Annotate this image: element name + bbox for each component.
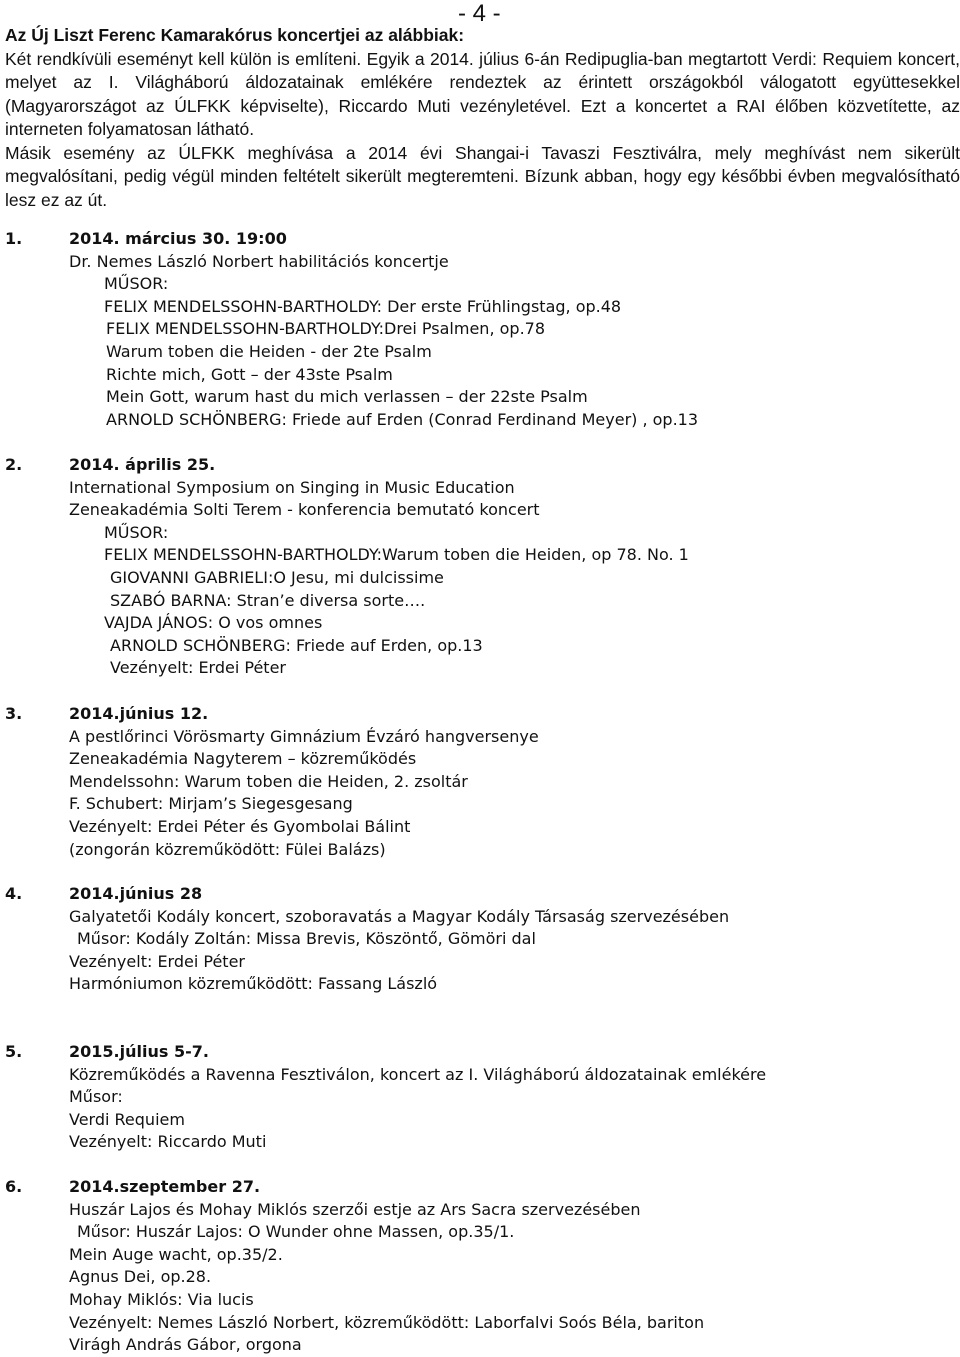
event-line: Vezényelt: Riccardo Muti [69,1132,267,1152]
event-number: 4. [5,884,23,903]
event-header [5,883,729,906]
event-header [5,228,698,251]
event-number: 1. [5,229,23,248]
event-line: Zeneakadémia Solti Terem - konferencia bemutató koncert [69,500,540,520]
event-line: Mohay Miklós: Via lucis [69,1289,254,1309]
event-date: 2014.június 28 [69,884,203,903]
event-date: 2014.szeptember 27. [69,1177,261,1196]
event-line: Mein Auge wacht, op.35/2. [69,1244,283,1264]
event-4 [5,883,729,996]
intro-paragraph-2: Másik esemény az ÚLFKK meghívása a 2014 évi Shangai-i Tavaszi Fesztiválra, mely meghívást nem sikerült megvalósítani, pedig végül minden feltételt sikerült megteremteni. Bízunk abban, hogy egy későbbi évben megvalósítható lesz ez az út. [5,142,960,210]
event-line: Műsor: [69,1087,123,1107]
event-line: (zongorán közreműködött: Fülei Balázs) [69,839,386,859]
event-2 [5,454,689,680]
event-line: Warum toben die Heiden - der 2te Psalm [106,341,432,361]
event-line: Műsor: Kodály Zoltán: Missa Brevis, Köszöntő, Gömöri dal [77,929,536,949]
event-line: International Symposium on Singing in Music Education [69,477,515,497]
event-line: Agnus Dei, op.28. [69,1267,212,1287]
intro-paragraph-1: Két rendkívüli eseményt kell külön is említeni. Egyik a 2014. július 6-án Redipuglia-ban megtartott Verdi: Requiem koncert, melyet az I. Világháború áldozatainak emlékére rendeztek az érintett országokból válogatott együttesekkel (Magyarországot az ÚLFKK képviselte), Riccardo Muti vezényletével. Ezt a koncertet a RAI élőben közvetítette, az interneten folyamatosan látható. [5,48,960,139]
event-line: F. Schubert: Mirjam’s Siegesgesang [69,794,353,814]
page-number: - 4 - [458,0,501,27]
event-line: FELIX MENDELSSOHN-BARTHOLDY:Drei Psalmen, op.78 [106,319,546,339]
event-date: 2014. április 25. [69,455,216,474]
event-number: 3. [5,704,23,723]
event-date: 2014. március 30. 19:00 [69,229,287,248]
event-line: SZABÓ BARNA: Stran’e diversa sorte…. [110,590,426,610]
event-line: VAJDA JÁNOS: O vos omnes [104,613,323,633]
event-header [5,703,539,726]
event-number: 6. [5,1177,23,1196]
event-line: Vezényelt: Nemes László Norbert, közreműködött: Laborfalvi Soós Béla, bariton [69,1312,705,1332]
event-line: MŰSOR: [104,522,169,542]
event-line: GIOVANNI GABRIELI:O Jesu, mi dulcissime [110,567,444,587]
event-header [5,454,689,477]
event-line: Huszár Lajos és Mohay Miklós szerzői estje az Ars Sacra szervezésében [69,1199,641,1219]
event-line: Vezényelt: Erdei Péter [69,951,245,971]
event-line: Virágh András Gábor, orgona [69,1335,302,1355]
event-line: Galyatetői Kodály koncert, szoboravatás a Magyar Kodály Társaság szervezésében [69,906,730,926]
event-number: 5. [5,1042,23,1061]
event-line: Műsor: Huszár Lajos: O Wunder ohne Massen, op.35/1. [77,1222,515,1242]
event-line: A pestlőrinci Vörösmarty Gimnázium Évzáró hangversenye [69,726,539,746]
event-line: Harmóniumon közreműködött: Fassang László [69,974,438,994]
event-line: FELIX MENDELSSOHN-BARTHOLDY: Der erste Frühlingstag, op.48 [104,296,622,316]
intro-heading: Az Új Liszt Ferenc Kamarakórus koncertjei az alábbiak: [5,25,465,45]
event-number: 2. [5,455,23,474]
event-date: 2014.június 12. [69,704,209,723]
event-line: FELIX MENDELSSOHN-BARTHOLDY:Warum toben die Heiden, op 78. No. 1 [104,545,689,565]
event-line: ARNOLD SCHÖNBERG: Friede auf Erden (Conrad Ferdinand Meyer) , op.13 [106,409,699,429]
event-line: Vezényelt: Erdei Péter [110,658,286,678]
event-line: Zeneakadémia Nagyterem – közreműködés [69,749,417,769]
event-1 [5,228,698,431]
event-line: MŰSOR: [104,274,169,294]
event-header [5,1176,704,1199]
event-3 [5,703,539,861]
event-line: ARNOLD SCHÖNBERG: Friede auf Erden, op.13 [110,635,483,655]
event-line: Közreműködés a Ravenna Fesztiválon, koncert az I. Világháború áldozatainak emlékére [69,1064,767,1084]
event-line: Richte mich, Gott – der 43ste Psalm [106,364,393,384]
event-line: Dr. Nemes László Norbert habilitációs koncertje [69,251,449,271]
intro-section [5,24,960,212]
event-line: Mendelssohn: Warum toben die Heiden, 2. zsoltár [69,771,468,791]
event-line: Vezényelt: Erdei Péter és Gyombolai Bálint [69,816,411,836]
event-header [5,1041,766,1064]
event-6 [5,1176,704,1357]
event-line: Verdi Requiem [69,1109,185,1129]
event-date: 2015.július 5-7. [69,1042,209,1061]
event-line: Mein Gott, warum hast du mich verlassen – der 22ste Psalm [106,387,588,407]
event-5 [5,1041,766,1154]
